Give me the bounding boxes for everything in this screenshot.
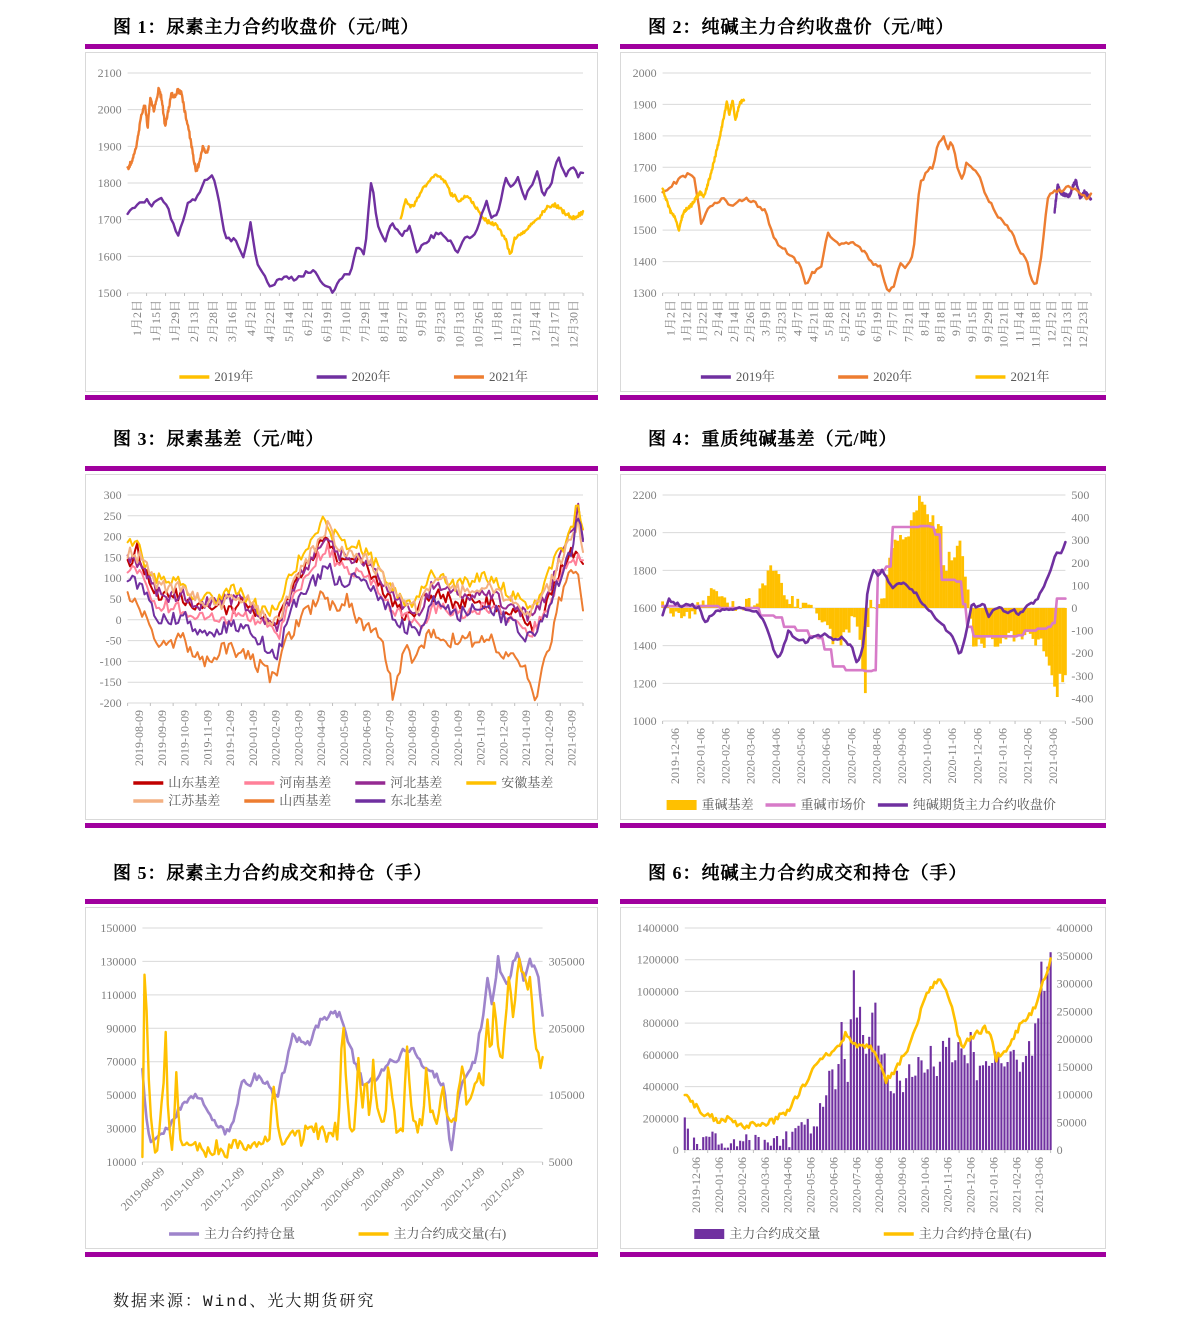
svg-text:2000: 2000 <box>632 525 657 540</box>
svg-text:6月5日: 6月5日 <box>853 300 868 337</box>
svg-text:-100: -100 <box>1071 623 1094 638</box>
svg-text:100000: 100000 <box>1056 1087 1093 1102</box>
x-axis-labels <box>118 1162 543 1214</box>
svg-text:2019-08-09: 2019-08-09 <box>131 710 146 766</box>
svg-text:-50: -50 <box>105 633 122 648</box>
svg-text:5月22日: 5月22日 <box>838 300 853 343</box>
svg-text:1月29日: 1月29日 <box>168 300 183 343</box>
svg-text:2021-01-09: 2021-01-09 <box>519 710 534 766</box>
svg-text:2020-09-06: 2020-09-06 <box>894 1157 909 1213</box>
svg-text:2019年: 2019年 <box>735 369 775 384</box>
axis-labels <box>100 488 122 710</box>
svg-text:2021-02-06: 2021-02-06 <box>1009 1157 1024 1213</box>
svg-text:2021-03-09: 2021-03-09 <box>564 710 579 766</box>
svg-text:150000: 150000 <box>100 921 137 935</box>
figure-2-chart <box>621 53 1105 391</box>
svg-text:3月16日: 3月16日 <box>224 300 239 343</box>
svg-text:4月21日: 4月21日 <box>806 300 821 343</box>
svg-text:2020-04-09: 2020-04-09 <box>314 710 329 766</box>
svg-text:2月14日: 2月14日 <box>727 300 741 343</box>
svg-text:江苏基差: 江苏基差 <box>168 793 221 808</box>
svg-text:2200: 2200 <box>632 488 657 502</box>
svg-text:1400: 1400 <box>632 254 657 269</box>
svg-text:1900: 1900 <box>632 97 657 112</box>
figure-6-chart <box>621 908 1105 1248</box>
svg-text:2020-11-09: 2020-11-09 <box>473 710 488 766</box>
svg-text:2020年: 2020年 <box>873 369 913 384</box>
svg-text:130000: 130000 <box>100 954 137 969</box>
svg-text:1000000: 1000000 <box>636 984 679 999</box>
svg-text:2020-08-09: 2020-08-09 <box>405 710 420 766</box>
svg-text:400: 400 <box>1071 510 1090 525</box>
svg-text:7月7日: 7月7日 <box>885 300 900 337</box>
series-1 <box>128 158 583 293</box>
svg-text:安徽基差: 安徽基差 <box>501 775 554 790</box>
svg-text:2021-02-06: 2021-02-06 <box>1020 728 1035 784</box>
data-source-note: 数据来源：Wind、光大期货研究 <box>113 1293 376 1311</box>
svg-text:11月4日: 11月4日 <box>1012 300 1027 342</box>
svg-text:重碱基差: 重碱基差 <box>701 797 754 812</box>
svg-text:4月22日: 4月22日 <box>262 300 277 343</box>
svg-text:2020-03-06: 2020-03-06 <box>757 1157 772 1213</box>
svg-text:2021-03-06: 2021-03-06 <box>1032 1157 1047 1213</box>
x-axis-labels <box>128 703 583 766</box>
svg-text:2021-01-06: 2021-01-06 <box>995 728 1010 784</box>
figure-3-section <box>85 426 598 828</box>
svg-text:10月26日: 10月26日 <box>471 300 486 349</box>
svg-text:2000: 2000 <box>632 66 657 80</box>
figure-5-title: 图 5：尿素主力合约成交和持仓（手） <box>113 863 433 883</box>
svg-text:2月26日: 2月26日 <box>742 300 757 343</box>
figure-4-section <box>620 426 1106 828</box>
svg-text:河北基差: 河北基差 <box>390 775 443 790</box>
svg-text:12月2日: 12月2日 <box>1044 300 1059 343</box>
svg-text:主力合约持仓量: 主力合约持仓量 <box>204 1226 296 1241</box>
svg-text:0: 0 <box>672 1143 679 1157</box>
svg-text:4月2日: 4月2日 <box>243 300 258 337</box>
legend <box>694 1226 1031 1241</box>
svg-text:5月8日: 5月8日 <box>822 300 837 337</box>
svg-text:110000: 110000 <box>100 987 137 1002</box>
svg-text:1600: 1600 <box>632 601 657 615</box>
svg-text:50000: 50000 <box>106 1088 137 1103</box>
svg-text:205000: 205000 <box>548 1021 585 1036</box>
svg-text:2020-02-06: 2020-02-06 <box>734 1157 749 1213</box>
svg-text:1600: 1600 <box>632 191 657 206</box>
svg-text:2020-10-06: 2020-10-06 <box>919 728 934 784</box>
svg-text:9月1日: 9月1日 <box>949 300 964 337</box>
svg-text:1月22日: 1月22日 <box>695 300 710 343</box>
svg-text:2020-01-06: 2020-01-06 <box>693 728 708 784</box>
svg-text:1700: 1700 <box>97 212 122 227</box>
svg-text:东北基差: 东北基差 <box>390 793 443 808</box>
svg-text:1400000: 1400000 <box>636 921 679 935</box>
axis-labels <box>98 66 122 300</box>
svg-text:5000: 5000 <box>548 1155 573 1169</box>
svg-text:350000: 350000 <box>1056 948 1093 963</box>
svg-text:6月2日: 6月2日 <box>300 300 315 337</box>
svg-text:600000: 600000 <box>642 1047 679 1062</box>
svg-text:主力合约成交量: 主力合约成交量 <box>729 1226 821 1241</box>
series-1 <box>663 136 1091 291</box>
svg-text:1800: 1800 <box>97 176 122 190</box>
svg-text:2020-04-06: 2020-04-06 <box>780 1157 795 1213</box>
figure-4-chart-box <box>620 474 1106 820</box>
svg-text:10月21日: 10月21日 <box>996 300 1011 349</box>
figure-6-chart-box <box>620 907 1106 1249</box>
svg-text:1500: 1500 <box>97 286 122 300</box>
svg-text:山东基差: 山东基差 <box>168 775 221 790</box>
svg-text:2100: 2100 <box>97 66 122 80</box>
svg-text:2020-10-09: 2020-10-09 <box>450 710 465 766</box>
legend <box>179 369 528 384</box>
figure-2-chart-box <box>620 52 1106 392</box>
svg-text:河南基差: 河南基差 <box>279 775 332 790</box>
figure-6-title: 图 6：纯碱主力合约成交和持仓（手） <box>648 863 968 883</box>
svg-text:100: 100 <box>103 571 122 586</box>
svg-text:2020-11-06: 2020-11-06 <box>945 728 960 784</box>
svg-text:2021年: 2021年 <box>1010 369 1050 384</box>
svg-text:8月18日: 8月18日 <box>933 300 948 343</box>
svg-text:2020-12-09: 2020-12-09 <box>438 1164 488 1214</box>
svg-text:1000: 1000 <box>632 714 657 728</box>
svg-text:200: 200 <box>1071 555 1090 570</box>
legend <box>169 1226 506 1241</box>
svg-text:2021-03-06: 2021-03-06 <box>1045 728 1060 784</box>
svg-text:70000: 70000 <box>106 1054 137 1069</box>
svg-text:-400: -400 <box>1071 691 1094 706</box>
svg-text:8月14日: 8月14日 <box>376 300 391 343</box>
series-0 <box>661 496 1067 697</box>
svg-text:50: 50 <box>109 592 122 606</box>
svg-text:1300: 1300 <box>632 286 657 300</box>
svg-text:1月2日: 1月2日 <box>130 300 145 337</box>
separator-rule <box>620 466 1106 471</box>
svg-text:0: 0 <box>1056 1143 1063 1157</box>
svg-text:0: 0 <box>1071 601 1078 615</box>
svg-text:2019-12-06: 2019-12-06 <box>689 1157 704 1213</box>
svg-text:主力合约持仓量(右): 主力合约持仓量(右) <box>918 1226 1032 1241</box>
svg-text:100: 100 <box>1071 578 1090 593</box>
svg-text:-500: -500 <box>1071 714 1094 728</box>
axis-labels <box>637 921 1093 1157</box>
svg-text:2020年: 2020年 <box>351 369 391 384</box>
separator-rule <box>620 823 1106 828</box>
series-5 <box>128 570 583 700</box>
svg-text:1900: 1900 <box>97 139 122 154</box>
svg-text:9月15日: 9月15日 <box>965 300 979 343</box>
svg-text:2021-01-06: 2021-01-06 <box>986 1157 1001 1213</box>
svg-text:2020-05-06: 2020-05-06 <box>794 728 809 784</box>
svg-text:重碱市场价: 重碱市场价 <box>800 797 866 812</box>
svg-text:2020-07-09: 2020-07-09 <box>382 710 397 766</box>
svg-text:3月23日: 3月23日 <box>774 300 789 343</box>
svg-text:8月4日: 8月4日 <box>917 300 932 337</box>
svg-text:2020-12-06: 2020-12-06 <box>970 728 985 784</box>
x-axis-labels <box>663 293 1091 348</box>
separator-rule <box>620 44 1106 49</box>
svg-text:2020-03-06: 2020-03-06 <box>743 728 758 784</box>
svg-text:2020-11-06: 2020-11-06 <box>940 1157 955 1213</box>
separator-rule <box>85 395 598 400</box>
svg-text:400000: 400000 <box>1056 921 1093 935</box>
svg-text:2020-04-06: 2020-04-06 <box>768 728 783 784</box>
svg-text:2019-12-06: 2019-12-06 <box>668 728 683 784</box>
separator-rule <box>85 1252 598 1257</box>
svg-text:2020-07-06: 2020-07-06 <box>844 728 859 784</box>
svg-text:500: 500 <box>1071 488 1090 502</box>
svg-text:1800: 1800 <box>632 563 657 578</box>
svg-text:2月28日: 2月28日 <box>205 300 220 343</box>
svg-text:2000: 2000 <box>97 102 122 117</box>
svg-text:250000: 250000 <box>1056 1004 1093 1019</box>
svg-text:1月15日: 1月15日 <box>149 300 164 343</box>
series-2 <box>663 100 744 231</box>
svg-text:2020-12-06: 2020-12-06 <box>963 1157 978 1213</box>
svg-text:300: 300 <box>1071 533 1090 548</box>
svg-text:-100: -100 <box>99 654 122 669</box>
svg-text:2020-07-06: 2020-07-06 <box>849 1157 864 1213</box>
figure-1-chart <box>86 53 597 391</box>
svg-text:2020-09-06: 2020-09-06 <box>894 728 909 784</box>
svg-text:2020-08-06: 2020-08-06 <box>869 728 884 784</box>
svg-text:200000: 200000 <box>1056 1032 1093 1046</box>
svg-text:9月29日: 9月29日 <box>980 300 995 343</box>
separator-rule <box>620 1252 1106 1257</box>
svg-text:2020-06-09: 2020-06-09 <box>359 710 374 766</box>
svg-text:2019-10-09: 2019-10-09 <box>177 710 192 766</box>
figure-3-chart-box <box>85 474 598 820</box>
figure-5-section <box>85 860 598 1257</box>
svg-text:2020-05-09: 2020-05-09 <box>336 710 351 766</box>
svg-text:2020-01-09: 2020-01-09 <box>245 710 260 766</box>
svg-text:-150: -150 <box>99 675 122 690</box>
svg-text:1月12日: 1月12日 <box>679 300 694 343</box>
svg-text:12月17日: 12月17日 <box>547 300 562 349</box>
svg-text:1月2日: 1月2日 <box>663 300 678 337</box>
figure-6-section <box>620 860 1106 1257</box>
svg-text:7月29日: 7月29日 <box>357 300 372 343</box>
svg-text:2020-08-06: 2020-08-06 <box>872 1157 887 1213</box>
svg-text:10月13日: 10月13日 <box>452 300 467 349</box>
svg-text:0: 0 <box>115 612 122 627</box>
svg-text:2019-09-09: 2019-09-09 <box>154 710 169 766</box>
svg-text:7月10日: 7月10日 <box>338 300 353 343</box>
svg-text:6月19日: 6月19日 <box>869 300 884 343</box>
svg-text:1800: 1800 <box>632 128 657 143</box>
svg-text:6月19日: 6月19日 <box>319 300 334 343</box>
svg-text:-300: -300 <box>1071 668 1094 683</box>
svg-text:11月18日: 11月18日 <box>1028 300 1043 348</box>
svg-text:12月13日: 12月13日 <box>1060 300 1075 349</box>
svg-text:50000: 50000 <box>1056 1115 1087 1130</box>
svg-text:12月4日: 12月4日 <box>528 300 543 343</box>
svg-text:2月13日: 2月13日 <box>187 300 202 343</box>
svg-text:1200: 1200 <box>632 676 657 691</box>
separator-rule <box>85 899 598 904</box>
figure-1-chart-box <box>85 52 598 392</box>
svg-text:4月7日: 4月7日 <box>790 300 805 337</box>
separator-rule <box>85 466 598 471</box>
svg-text:2020-03-09: 2020-03-09 <box>291 710 306 766</box>
svg-text:8月27日: 8月27日 <box>395 300 410 343</box>
svg-text:2019-11-09: 2019-11-09 <box>200 710 215 766</box>
svg-text:9月9日: 9月9日 <box>414 300 429 337</box>
svg-text:山西基差: 山西基差 <box>279 793 332 808</box>
svg-text:150000: 150000 <box>1056 1059 1093 1074</box>
svg-text:2019-12-09: 2019-12-09 <box>223 710 238 766</box>
svg-text:2019-10-09: 2019-10-09 <box>157 1164 208 1214</box>
svg-text:11月21日: 11月21日 <box>509 300 524 348</box>
figure-3-title: 图 3：尿素基差（元/吨） <box>113 429 325 449</box>
svg-text:90000: 90000 <box>106 1021 137 1036</box>
series-1 <box>142 959 542 1158</box>
x-axis-labels <box>663 721 1066 784</box>
svg-text:2020-02-06: 2020-02-06 <box>718 728 733 784</box>
x-axis-labels <box>128 293 583 348</box>
svg-text:2020-06-06: 2020-06-06 <box>819 728 834 784</box>
svg-text:2月4日: 2月4日 <box>711 300 726 337</box>
svg-text:2019年: 2019年 <box>214 369 254 384</box>
separator-rule <box>85 823 598 828</box>
legend <box>133 775 553 808</box>
legend <box>701 369 1050 384</box>
svg-text:400000: 400000 <box>642 1079 679 1094</box>
svg-text:200: 200 <box>103 529 122 544</box>
separator-rule <box>620 899 1106 904</box>
svg-text:2020-10-06: 2020-10-06 <box>917 1157 932 1213</box>
svg-text:1200000: 1200000 <box>636 952 679 967</box>
svg-text:2021年: 2021年 <box>488 369 528 384</box>
figure-4-title: 图 4：重质纯碱基差（元/吨） <box>648 429 898 449</box>
figure-5-chart <box>86 908 597 1248</box>
figure-1-title: 图 1：尿素主力合约收盘价（元/吨） <box>113 17 420 37</box>
svg-text:2020-06-09: 2020-06-09 <box>317 1164 368 1214</box>
svg-text:2019-12-09: 2019-12-09 <box>197 1164 248 1214</box>
figure-1-section <box>85 14 598 400</box>
svg-text:1700: 1700 <box>632 160 657 175</box>
svg-text:9月23日: 9月23日 <box>433 300 448 343</box>
svg-text:2020-10-09: 2020-10-09 <box>398 1164 448 1214</box>
figure-2-title: 图 2：纯碱主力合约收盘价（元/吨） <box>648 17 955 37</box>
svg-text:2020-04-09: 2020-04-09 <box>277 1164 328 1214</box>
svg-text:5月14日: 5月14日 <box>281 300 296 343</box>
svg-text:-200: -200 <box>1071 646 1094 661</box>
svg-text:3月9日: 3月9日 <box>758 300 773 337</box>
svg-text:2020-01-06: 2020-01-06 <box>712 1157 727 1213</box>
figure-5-chart-box <box>85 907 598 1249</box>
figure-2-section <box>620 14 1106 400</box>
svg-text:150: 150 <box>103 550 122 565</box>
svg-text:2020-05-06: 2020-05-06 <box>803 1157 818 1213</box>
svg-text:30000: 30000 <box>106 1121 137 1136</box>
svg-text:1600: 1600 <box>97 249 122 264</box>
figure-4-chart <box>621 475 1105 819</box>
svg-text:105000: 105000 <box>548 1088 585 1103</box>
svg-text:-200: -200 <box>99 696 122 710</box>
svg-text:2021-02-09: 2021-02-09 <box>541 710 556 766</box>
axis-labels <box>633 66 657 300</box>
svg-text:11月8日: 11月8日 <box>490 300 505 342</box>
svg-text:12月30日: 12月30日 <box>566 300 581 349</box>
svg-text:2020-06-06: 2020-06-06 <box>826 1157 841 1213</box>
svg-text:主力合约成交量(右): 主力合约成交量(右) <box>393 1226 507 1241</box>
svg-text:10000: 10000 <box>106 1155 137 1169</box>
svg-text:200000: 200000 <box>642 1111 679 1126</box>
svg-text:2019-08-09: 2019-08-09 <box>117 1164 168 1214</box>
svg-text:2021-02-09: 2021-02-09 <box>478 1164 528 1214</box>
series-0 <box>684 952 1052 1150</box>
svg-text:1400: 1400 <box>632 638 657 653</box>
svg-text:12月23日: 12月23日 <box>1076 300 1091 349</box>
svg-text:300: 300 <box>103 488 122 502</box>
svg-text:300000: 300000 <box>1056 976 1093 991</box>
figure-3-chart <box>86 475 597 819</box>
svg-text:2020-08-09: 2020-08-09 <box>357 1164 408 1214</box>
svg-text:2020-12-09: 2020-12-09 <box>496 710 511 766</box>
svg-text:800000: 800000 <box>642 1016 679 1031</box>
separator-rule <box>85 44 598 49</box>
x-axis-labels <box>685 1150 1051 1213</box>
svg-text:1500: 1500 <box>632 223 657 238</box>
svg-text:7月21日: 7月21日 <box>901 300 916 343</box>
legend <box>667 797 1056 812</box>
svg-text:2020-09-09: 2020-09-09 <box>427 710 442 766</box>
svg-text:250: 250 <box>103 508 122 523</box>
separator-rule <box>620 395 1106 400</box>
series-2 <box>128 88 209 171</box>
svg-text:305000: 305000 <box>548 954 585 969</box>
svg-text:2020-02-09: 2020-02-09 <box>268 710 283 766</box>
svg-text:2020-02-09: 2020-02-09 <box>237 1164 288 1214</box>
series-6 <box>128 519 583 660</box>
svg-text:纯碱期货主力合约收盘价: 纯碱期货主力合约收盘价 <box>912 797 1056 812</box>
